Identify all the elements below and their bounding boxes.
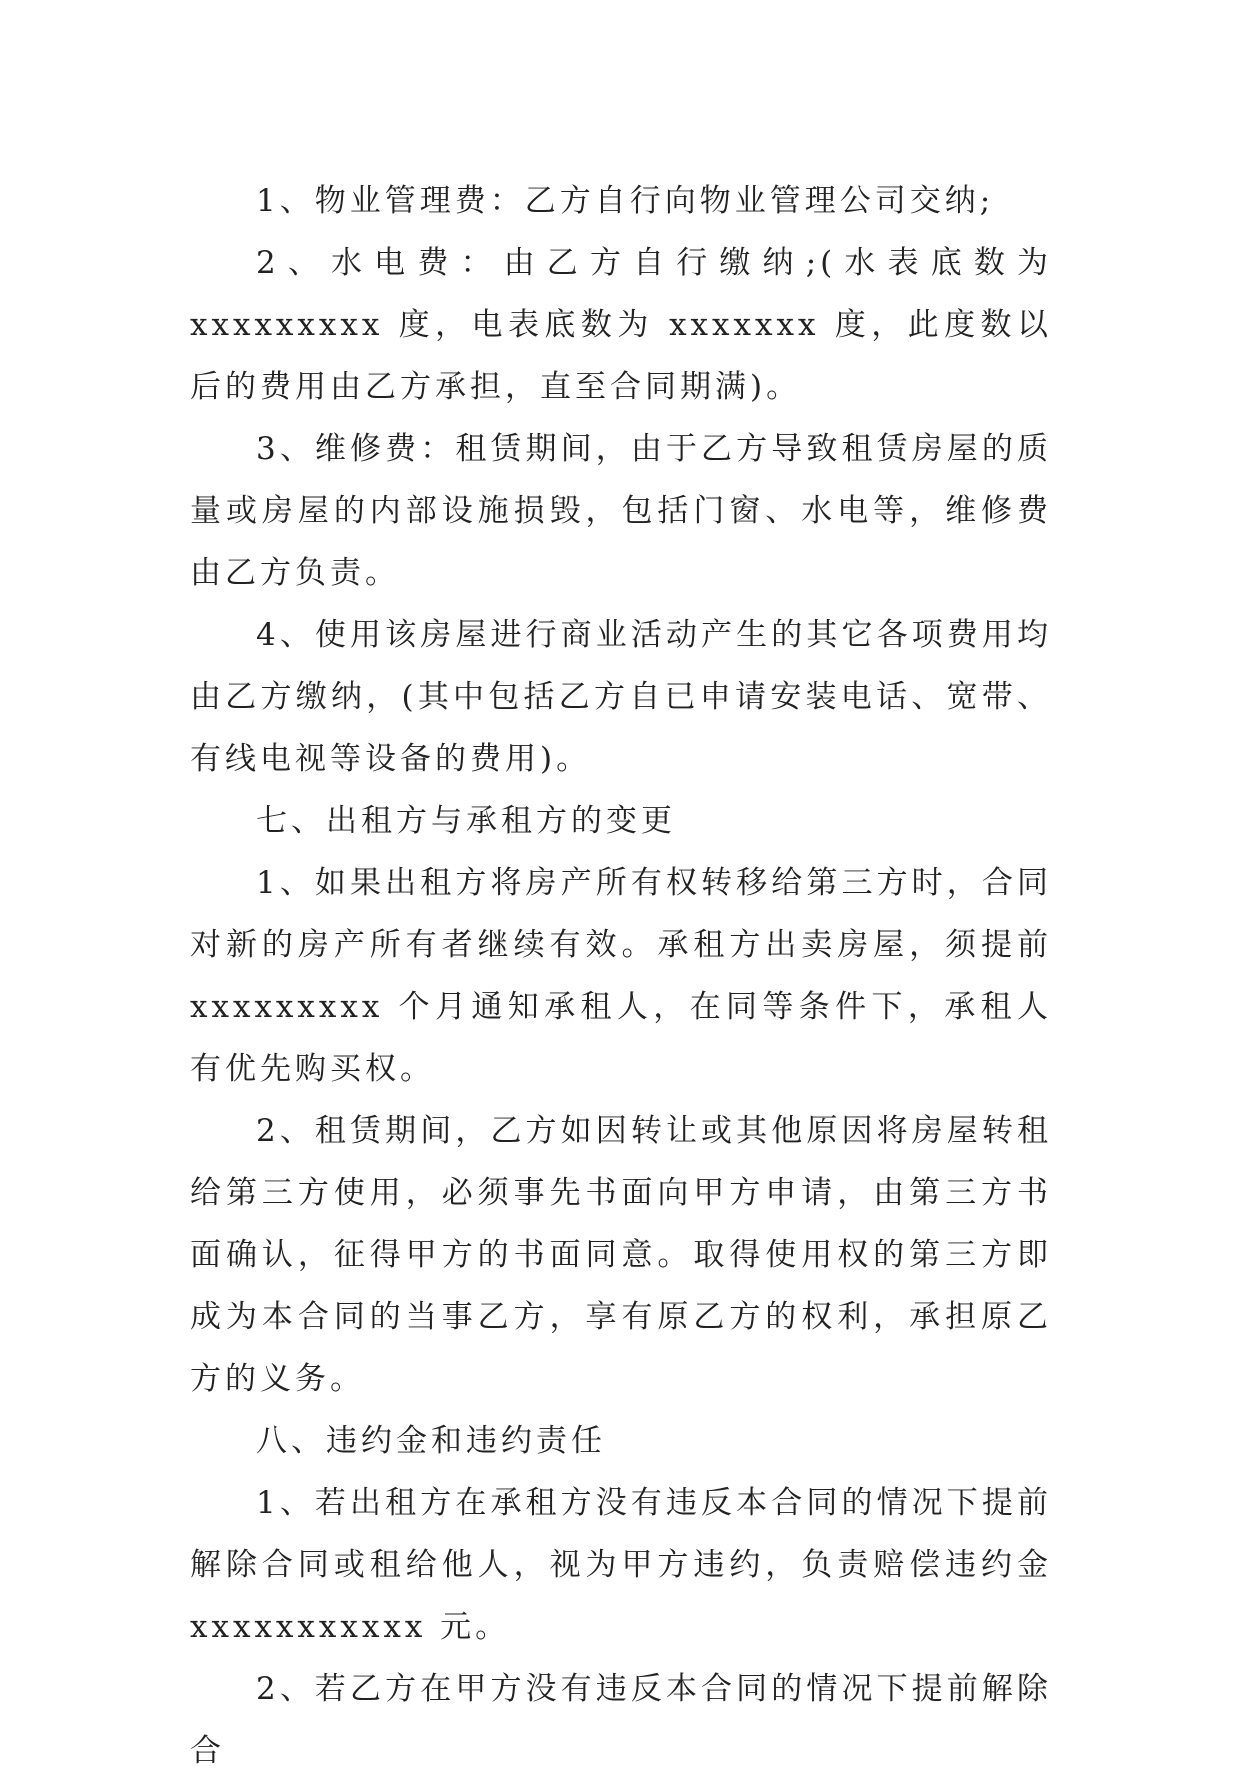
- section-heading-penalty: 八、违约金和违约责任: [256, 1423, 606, 1459]
- clause-lessee-breach: 2、若乙方在甲方没有违反本合同的情况下提前解除合: [190, 1671, 1052, 1769]
- section-heading-change-of-parties: 七、出租方与承租方的变更: [256, 803, 676, 839]
- clause-lessor-breach: 1、若出租方在承租方没有违反本合同的情况下提前解除合同或租给他人，视为甲方违约，负责赔偿违约金 xxxxxxxxxxx 元。: [190, 1485, 1052, 1645]
- clause-property-fee: 1、物业管理费：乙方自行向物业管理公司交纳;: [256, 183, 995, 219]
- clause-repair-fee: 3、维修费：租赁期间，由于乙方导致租赁房屋的质量或房屋的内部设施损毁，包括门窗、水电等，维修费由乙方负责。: [190, 431, 1052, 591]
- clause-utilities-fee: 2、水电费：由乙方自行缴纳;(水表底数为 xxxxxxxxx 度，电表底数为 xxxxxxx 度，此度数以后的费用由乙方承担，直至合同期满)。: [190, 245, 1052, 405]
- clause-other-fees: 4、使用该房屋进行商业活动产生的其它各项费用均由乙方缴纳，(其中包括乙方自已申请安装电话、宽带、有线电视等设备的费用)。: [190, 617, 1052, 777]
- clause-ownership-transfer: 1、如果出租方将房产所有权转移给第三方时，合同对新的房产所有者继续有效。承租方出卖房屋，须提前 xxxxxxxxx 个月通知承租人，在同等条件下，承租人有优先购买权。: [190, 865, 1052, 1087]
- document-body: [190, 170, 1052, 1782]
- clause-sublease: 2、租赁期间，乙方如因转让或其他原因将房屋转租给第三方使用，必须事先书面向甲方申请，由第三方书面确认，征得甲方的书面同意。取得使用权的第三方即成为本合同的当事乙方，享有原乙方的权利，承担原乙方的义务。: [190, 1113, 1052, 1397]
